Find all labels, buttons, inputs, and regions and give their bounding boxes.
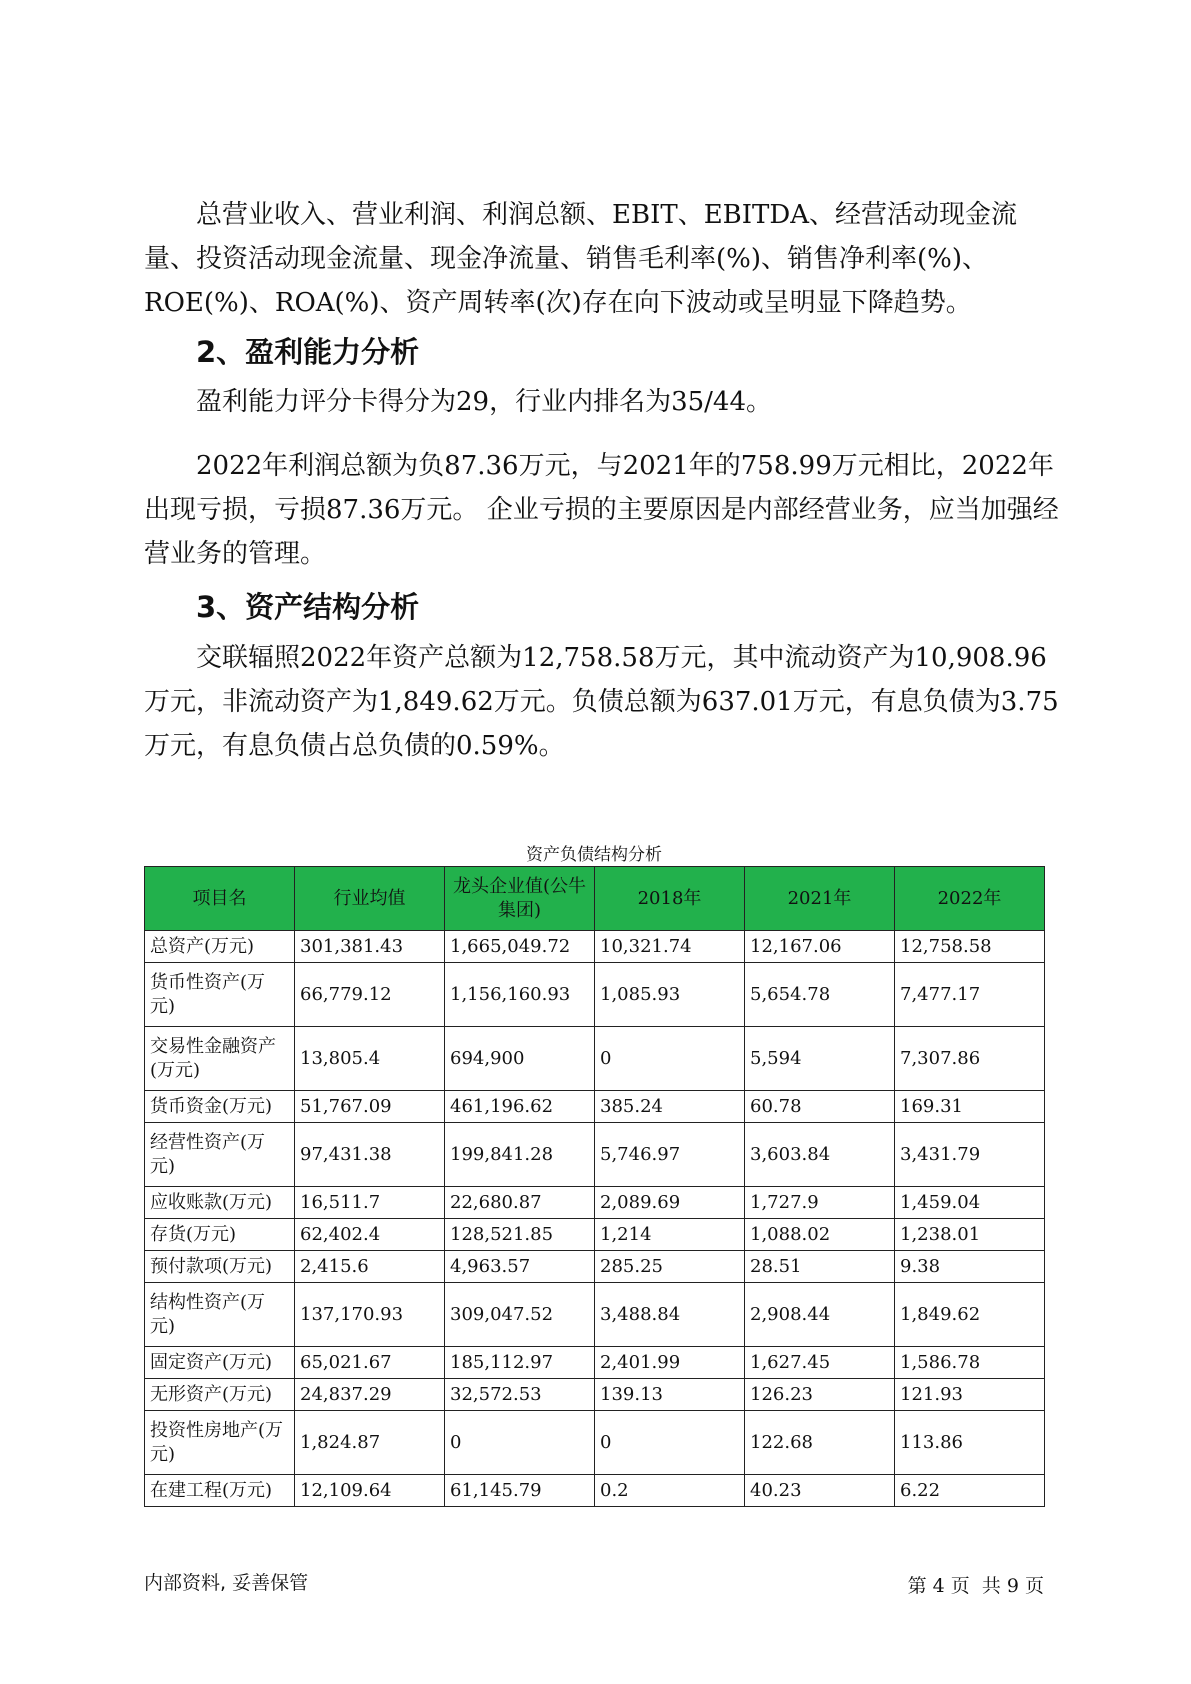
table-cell: 1,088.02 [745, 1219, 895, 1251]
table-cell: 285.25 [595, 1251, 745, 1283]
table-row [145, 1123, 1045, 1187]
table-cell: 16,511.7 [295, 1187, 445, 1219]
table-row [145, 1187, 1045, 1219]
table-cell: 22,680.87 [445, 1187, 595, 1219]
row-label-cell: 固定资产(万元) [145, 1347, 295, 1379]
table-cell: 301,381.43 [295, 931, 445, 963]
table-cell: 1,156,160.93 [445, 963, 595, 1027]
table-cell: 28.51 [745, 1251, 895, 1283]
table-cell: 122.68 [745, 1411, 895, 1475]
table-cell: 5,654.78 [745, 963, 895, 1027]
table-cell: 1,665,049.72 [445, 931, 595, 963]
table-cell: 1,085.93 [595, 963, 745, 1027]
asset-structure-paragraph: 交联辐照2022年资产总额为12,758.58万元，其中流动资产为10,908.96万元，非流动资产为1,849.62万元。负债总额为637.01万元，有息负债为3.75万元，有息负债占总负债的0.59%。 [144, 643, 1059, 761]
table-cell: 1,727.9 [745, 1187, 895, 1219]
table-cell: 65,021.67 [295, 1347, 445, 1379]
header-item-name: 项目名 [145, 867, 295, 931]
table-cell: 10,321.74 [595, 931, 745, 963]
row-label-cell: 预付款项(万元) [145, 1251, 295, 1283]
row-label-cell: 经营性资产(万元) [145, 1123, 295, 1187]
table-cell: 185,112.97 [445, 1347, 595, 1379]
table-cell: 139.13 [595, 1379, 745, 1411]
table-cell: 1,824.87 [295, 1411, 445, 1475]
table-cell: 1,849.62 [895, 1283, 1045, 1347]
table-cell: 7,477.17 [895, 963, 1045, 1027]
table-cell: 1,627.45 [745, 1347, 895, 1379]
table-cell: 1,214 [595, 1219, 745, 1251]
table-cell: 199,841.28 [445, 1123, 595, 1187]
table-cell: 1,586.78 [895, 1347, 1045, 1379]
row-label-cell: 货币性资产(万元) [145, 963, 295, 1027]
table-row [145, 1347, 1045, 1379]
table-row [145, 931, 1045, 963]
table-cell: 62,402.4 [295, 1219, 445, 1251]
table-row [145, 1219, 1045, 1251]
table-cell: 24,837.29 [295, 1379, 445, 1411]
table-cell: 128,521.85 [445, 1219, 595, 1251]
table-cell: 66,779.12 [295, 963, 445, 1027]
row-label-cell: 货币资金(万元) [145, 1091, 295, 1123]
row-label-cell: 投资性房地产(万元) [145, 1411, 295, 1475]
header-leader-value: 龙头企业值(公牛集团) [445, 867, 595, 931]
table-cell: 97,431.38 [295, 1123, 445, 1187]
row-label-cell: 无形资产(万元) [145, 1379, 295, 1411]
table-cell: 2,089.69 [595, 1187, 745, 1219]
row-label-cell: 存货(万元) [145, 1219, 295, 1251]
header-year-2021: 2021年 [745, 867, 895, 931]
table-cell: 4,963.57 [445, 1251, 595, 1283]
table-cell: 385.24 [595, 1091, 745, 1123]
table-cell: 3,603.84 [745, 1123, 895, 1187]
table-row [145, 1027, 1045, 1091]
section-heading-profitability: 2、盈利能力分析 [196, 335, 420, 369]
profit-loss-paragraph: 2022年利润总额为负87.36万元，与2021年的758.99万元相比，2022年出现亏损，亏损87.36万元。 企业亏损的主要原因是内部经营业务，应当加强经营业务的管理。 [144, 451, 1059, 569]
table-row [145, 963, 1045, 1027]
footer-page-number: 第 4 页 共 9 页 [907, 1575, 1044, 1597]
table-row [145, 1475, 1045, 1507]
header-industry-average: 行业均值 [295, 867, 445, 931]
table-row [145, 1091, 1045, 1123]
row-label-cell: 在建工程(万元) [145, 1475, 295, 1507]
table-cell: 5,746.97 [595, 1123, 745, 1187]
table-cell: 2,908.44 [745, 1283, 895, 1347]
row-label-cell: 交易性金融资产(万元) [145, 1027, 295, 1091]
table-row [145, 1283, 1045, 1347]
table-cell: 12,758.58 [895, 931, 1045, 963]
table-cell: 694,900 [445, 1027, 595, 1091]
table-cell: 51,767.09 [295, 1091, 445, 1123]
table-cell: 60.78 [745, 1091, 895, 1123]
table-cell: 0.2 [595, 1475, 745, 1507]
table-caption: 资产负债结构分析 [526, 845, 662, 865]
row-label-cell: 应收账款(万元) [145, 1187, 295, 1219]
table-cell: 7,307.86 [895, 1027, 1045, 1091]
intro-paragraph: 总营业收入、营业利润、利润总额、EBIT、EBITDA、经营活动现金流量、投资活动现金流量、现金净流量、销售毛利率(%)、销售净利率(%)、ROE(%)、ROA(%)、资产周转率(次)存在向下波动或呈明显下降趋势。 [144, 200, 1018, 318]
table-body [145, 931, 1045, 1507]
table-cell: 40.23 [745, 1475, 895, 1507]
table-cell: 1,238.01 [895, 1219, 1045, 1251]
section-heading-asset-structure: 3、资产结构分析 [196, 590, 420, 624]
header-year-2022: 2022年 [895, 867, 1045, 931]
row-label-cell: 总资产(万元) [145, 931, 295, 963]
table-cell: 0 [595, 1027, 745, 1091]
table-cell: 3,488.84 [595, 1283, 745, 1347]
header-year-2018: 2018年 [595, 867, 745, 931]
table-header-row [145, 867, 1045, 931]
table-cell: 12,167.06 [745, 931, 895, 963]
table-cell: 121.93 [895, 1379, 1045, 1411]
table-cell: 137,170.93 [295, 1283, 445, 1347]
table-cell: 0 [445, 1411, 595, 1475]
table-row [145, 1411, 1045, 1475]
table-cell: 113.86 [895, 1411, 1045, 1475]
table-cell: 12,109.64 [295, 1475, 445, 1507]
table-cell: 61,145.79 [445, 1475, 595, 1507]
table-cell: 2,415.6 [295, 1251, 445, 1283]
table-cell: 0 [595, 1411, 745, 1475]
table-cell: 126.23 [745, 1379, 895, 1411]
table-row [145, 1379, 1045, 1411]
table-cell: 461,196.62 [445, 1091, 595, 1123]
table-cell: 2,401.99 [595, 1347, 745, 1379]
table-cell: 3,431.79 [895, 1123, 1045, 1187]
table-cell: 1,459.04 [895, 1187, 1045, 1219]
table-cell: 6.22 [895, 1475, 1045, 1507]
row-label-cell: 结构性资产(万元) [145, 1283, 295, 1347]
footer-confidential-note: 内部资料, 妥善保管 [144, 1572, 309, 1594]
table-cell: 9.38 [895, 1251, 1045, 1283]
asset-liability-table [144, 866, 1045, 1507]
table-cell: 309,047.52 [445, 1283, 595, 1347]
profitability-score-paragraph: 盈利能力评分卡得分为29，行业内排名为35/44。 [196, 387, 773, 417]
table-cell: 32,572.53 [445, 1379, 595, 1411]
table-cell: 169.31 [895, 1091, 1045, 1123]
table-cell: 5,594 [745, 1027, 895, 1091]
table-row [145, 1251, 1045, 1283]
table-cell: 13,805.4 [295, 1027, 445, 1091]
